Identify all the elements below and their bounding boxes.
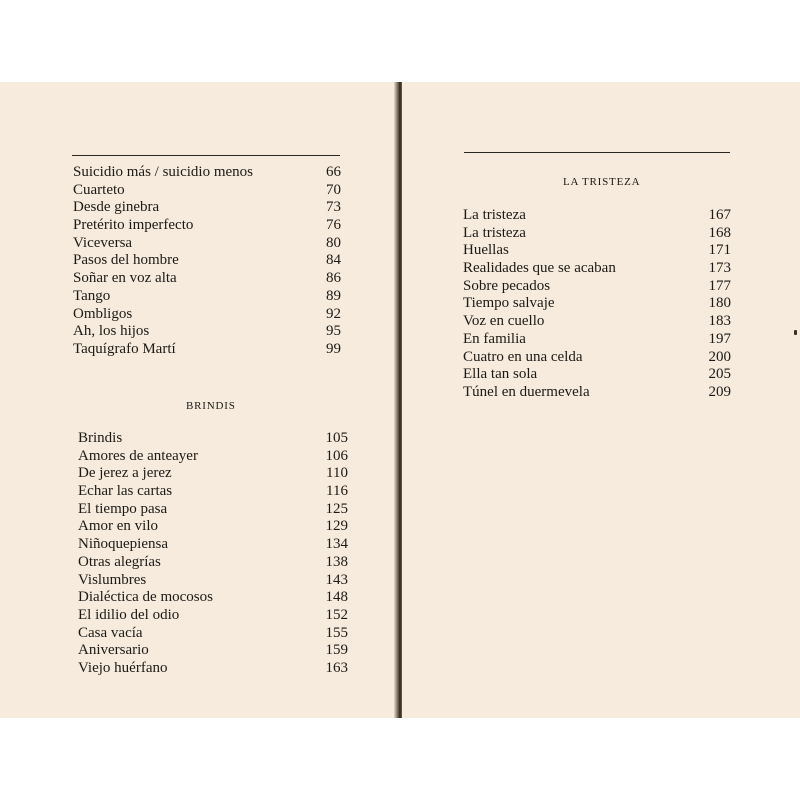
toc-title: Brindis [78, 430, 123, 446]
left-page [0, 82, 398, 718]
toc-entry [73, 323, 341, 341]
toc-entry [73, 235, 341, 253]
toc-page-number: 173 [708, 260, 731, 277]
toc-entry [463, 207, 731, 225]
toc-title: La tristeza [463, 207, 526, 223]
toc-page-number: 95 [326, 323, 341, 340]
toc-title: Echar las cartas [78, 483, 173, 500]
toc-page-number: 110 [326, 465, 348, 482]
toc-title: Amor en vilo [78, 518, 158, 535]
toc-entry [463, 260, 731, 278]
toc-page-number: 116 [326, 483, 348, 500]
toc-entry [78, 554, 348, 572]
toc-entry [78, 642, 348, 660]
toc-title: Dialéctica de mocosos [78, 589, 213, 606]
toc-title: Sobre pecados [463, 277, 551, 294]
toc-entry [73, 288, 341, 306]
toc-entry [78, 465, 348, 483]
toc-entry [463, 278, 731, 296]
toc-title: Aniversario [78, 642, 149, 659]
toc-page-number: 167 [708, 207, 731, 223]
toc-title: Pasos del hombre [73, 252, 179, 269]
toc-page-number: 183 [708, 313, 731, 330]
top-rule [464, 152, 730, 153]
toc-title: Cuarteto [73, 181, 125, 198]
toc-list-section-1 [73, 164, 341, 359]
toc-page-number: 138 [325, 553, 348, 570]
toc-list-brindis [78, 430, 348, 678]
toc-title: Ah, los hijos [73, 323, 150, 340]
toc-entry [73, 252, 341, 270]
toc-entry [78, 589, 348, 607]
toc-page-number: 66 [326, 164, 341, 180]
toc-page-number: 152 [325, 606, 348, 623]
toc-entry [78, 518, 348, 536]
toc-entry [78, 660, 348, 678]
toc-entry [463, 225, 731, 243]
toc-page-number: 209 [708, 383, 731, 400]
toc-page-number: 80 [326, 234, 341, 251]
toc-title: Suicidio más / suicidio menos [73, 164, 253, 180]
toc-title: El tiempo pasa [78, 500, 168, 517]
toc-page-number: 84 [326, 252, 341, 269]
toc-page-number: 171 [708, 242, 731, 259]
toc-title: Niñoquepiensa [78, 536, 168, 553]
toc-entry [73, 217, 341, 235]
toc-title: Ella tan sola [463, 366, 538, 383]
toc-page-number: 99 [326, 340, 341, 357]
toc-entry [78, 448, 348, 466]
toc-page-number: 106 [325, 447, 348, 464]
toc-entry [78, 430, 348, 448]
toc-entry [463, 313, 731, 331]
toc-page-number: 205 [708, 366, 731, 383]
toc-title: Viceversa [73, 234, 133, 251]
toc-entry [78, 572, 348, 590]
toc-page-number: 92 [326, 305, 341, 322]
toc-title: Tiempo salvaje [463, 295, 555, 312]
toc-title: Soñar en voz alta [73, 270, 177, 287]
toc-title: Amores de anteayer [78, 447, 198, 464]
toc-title: Cuatro en una celda [463, 348, 583, 365]
toc-title: Desde ginebra [73, 199, 160, 216]
toc-entry [73, 182, 341, 200]
book-spread [0, 82, 800, 718]
toc-title: De jerez a jerez [78, 465, 172, 482]
toc-title: Huellas [463, 242, 509, 259]
toc-entry [463, 295, 731, 313]
toc-entry [78, 483, 348, 501]
toc-entry [73, 164, 341, 182]
toc-entry [78, 607, 348, 625]
toc-entry [463, 242, 731, 260]
top-rule [72, 155, 340, 156]
toc-title: Túnel en duermevela [463, 383, 590, 400]
toc-page-number: 168 [708, 224, 731, 241]
toc-entry [73, 270, 341, 288]
toc-title: Pretérito imperfecto [73, 217, 194, 234]
toc-page-number: 105 [325, 430, 348, 446]
toc-title: Voz en cuello [463, 313, 545, 330]
toc-page-number: 197 [708, 330, 731, 347]
toc-title: Realidades que se acaban [463, 260, 616, 277]
toc-title: Vislumbres [78, 571, 147, 588]
toc-entry [78, 501, 348, 519]
toc-page-number: 76 [326, 217, 341, 234]
toc-title: El idilio del odio [78, 606, 180, 623]
toc-entry [73, 306, 341, 324]
toc-page-number: 159 [325, 642, 348, 659]
toc-entry [73, 199, 341, 217]
toc-entry [78, 625, 348, 643]
toc-entry [463, 349, 731, 367]
toc-title: Viejo huérfano [78, 659, 168, 676]
toc-entry [73, 341, 341, 359]
section-heading-la-tristeza: LA TRISTEZA [563, 176, 641, 188]
toc-page-number: 200 [708, 348, 731, 365]
toc-page-number: 148 [325, 589, 348, 606]
toc-title: Otras alegrías [78, 553, 161, 570]
toc-page-number: 180 [708, 295, 731, 312]
toc-title: Ombligos [73, 305, 133, 322]
toc-page-number: 129 [325, 518, 348, 535]
toc-title: Taquígrafo Martí [73, 340, 176, 357]
toc-title: Casa vacía [78, 624, 143, 641]
toc-page-number: 125 [325, 500, 348, 517]
toc-title: Tango [73, 287, 111, 304]
toc-page-number: 177 [708, 277, 731, 294]
toc-entry [463, 366, 731, 384]
toc-page-number: 163 [325, 659, 348, 676]
section-heading-brindis: BRINDIS [186, 400, 236, 412]
toc-page-number: 86 [326, 270, 341, 287]
toc-page-number: 143 [325, 571, 348, 588]
toc-title: En familia [463, 330, 526, 347]
toc-entry [463, 384, 731, 402]
toc-page-number: 89 [326, 287, 341, 304]
toc-page-number: 134 [325, 536, 348, 553]
toc-entry [78, 536, 348, 554]
toc-page-number: 70 [326, 181, 341, 198]
toc-title: La tristeza [463, 224, 526, 241]
paper-speck [794, 330, 797, 335]
toc-page-number: 155 [325, 624, 348, 641]
toc-entry [463, 331, 731, 349]
toc-list-la-tristeza [463, 207, 731, 402]
toc-page-number: 73 [326, 199, 341, 216]
